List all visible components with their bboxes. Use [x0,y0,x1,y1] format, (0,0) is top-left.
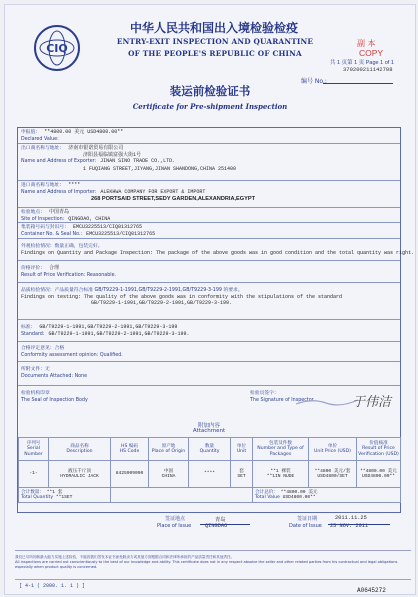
inspector-signature [350,392,398,410]
place-underline [200,524,250,525]
package-findings-en: Findings on Quantity and Package Inspection: The package of the above goods was in good condition and the total quantity was right. [21,250,415,257]
cell-description: 液压千斤顶 HYDRAULIC JACK [49,461,111,488]
total-quantity-label-en: Total Quantity [21,495,54,500]
price-section [18,260,400,282]
package-findings-cn: 外观检验情况：数量正确，包装完好。 [21,244,103,249]
date-underline [328,524,390,525]
declared-value-section [18,128,400,143]
standard-value-1: GB/T9229-1-1991,GB/T9229-2-1991,GB/T9229-3-199 [39,324,178,330]
total-quantity-cell [19,488,111,503]
total-empty-cell [111,488,253,503]
importer-address: 268 PORTSAID STREET,SEDY GARDEN,ALEXANDRIA,EGYPT [91,196,256,203]
col-description: 商品名称 Description [49,438,111,461]
container-value-2: EMCU3225513/CIQ01312765 [86,231,156,238]
importer-name: ALEKHWA COMPANY FOR EXPORT & IMPORT [100,189,206,196]
col-packages: 包装及件数 Number and Type of Packages [253,438,309,461]
certificate-title-en: Certificate for Pre-shipment Inspection [132,102,288,111]
cell-unit-price: **4800 美元/套 USD4800/SET [309,461,357,488]
copy-stamp-cn: 副 本 [357,39,376,48]
total-value-2: USD4800.00** [282,495,316,500]
cell-serial: -1- [19,461,49,488]
quality-section [18,282,400,319]
total-value-label-cn: 合计总价： [255,489,278,495]
place-of-issue: QINGDAO [205,523,228,529]
seal-label-en: The Seal of Inspection Body [21,398,88,403]
col-unit-price: 单价 Unit Price (USD) [309,438,357,461]
authority-name-en-2: OF THE PEOPLE'S REPUBLIC OF CHINA [128,49,302,58]
container-value-1: EMCU3225513/CIQ01312765 [72,224,142,230]
certificate-serial-number: A0645272 [357,587,386,594]
table-header-row [19,438,401,461]
price-label-cn: 价格评价： [21,266,45,271]
declared-value-label-en: Declared Value: [21,137,59,143]
standard-value-2: GB/T9229-1-1991,GB/T9229-2-1991,GB/T9229-3-199. [48,331,190,338]
liability-notice [15,555,411,570]
date-of-issue-2: 25 NOV. 2011 [330,523,369,529]
exporter-label-en: Name and Address of Exporter: [21,159,97,165]
attachment-title-en: Attachment [192,428,226,434]
liability-notice-en: All inspections are carried out conscientiously to the best of our knowledge and ability. This certificate does not in any respect absolve the seller and other related parties from his contractual and legal obligations especially when product quality is concerned. [15,560,398,569]
exporter-name-cn: 济南市银诺贸易有限公司 [68,145,124,151]
inspector-signature-label-cn: 检验员签字： [250,391,279,396]
col-hs-code: HS 编码 HS Code [111,438,149,461]
container-label-cn: 集装箱号码与封识号： [21,225,69,230]
ciq-logo [34,25,80,71]
attachment-title-cn: 附加内容 [197,423,220,429]
logo-text: CIQ [46,42,68,55]
total-value-label-en: Total Value [255,495,280,500]
seal-label-cn: 检验机构印章 [21,391,50,396]
total-quantity-value-2: **1SET [55,495,73,500]
cell-unit: 套 SET [231,461,253,488]
exporter-section [18,143,400,180]
standard-section [18,319,400,341]
quality-findings-cn: 品质检验情况：产品质量符合标准 GB/T9229-1-1991,GB/T9229-2-1991,GB/T9229-3-199 的要求。 [21,288,243,293]
documents-en: Documents Attached: None [21,374,88,380]
container-section [18,222,400,238]
date-of-issue-label-en: Date of Issue [289,523,322,529]
exporter-address-cn: 济阳县福临镇富强大街1号 [83,152,142,159]
exporter-label-cn: 出口商名称与地址： [21,146,65,151]
date-of-issue-label-cn: 签证日期 [297,516,318,522]
site-label-cn: 检验地点： [21,210,45,215]
exporter-name: JINAN SINO TRADE CO.,LTD. [100,158,176,165]
place-of-issue-cn: 青岛 [215,517,226,523]
serial-number-label: 编号 No.: [301,78,327,85]
table-total-row [19,488,401,503]
document-number: 370200211142708 [343,66,393,73]
package-findings-section [18,238,415,260]
attachment-table [18,437,401,503]
inspector-signature-label-en: The Signature of Inspector [250,398,314,403]
col-quantity: 数量 Quantity [189,438,231,461]
code-divider [15,579,411,580]
site-value-cn: 中国青岛 [49,209,70,215]
place-of-issue-label-cn: 签证地点 [165,516,186,522]
total-quantity-value-1: **1 套 [46,489,63,495]
documents-section [18,361,400,385]
place-of-issue-label-en: Place of Issue [157,523,192,529]
total-quantity-label-cn: 合计数量： [21,489,44,495]
form-code: [ 4-1 ( 2000. 1. 1 ) ] [19,583,86,589]
importer-label-cn: 进口商名称与地址： [21,183,65,188]
cell-hs-code: 8425909090 [111,461,149,488]
conformity-en: Conformity assessment opinion: Qualified. [21,353,123,359]
col-verified-value: 价值核准 Result of Price Verification (USD) [357,438,401,461]
total-value-1: **4800.00 美元 [280,489,318,495]
price-value-cn: 合理 [49,265,60,271]
col-serial: 序列号 Serial Number [19,438,49,461]
cell-quantity: **** [189,461,231,488]
table-row [19,461,401,488]
total-value-cell [253,488,401,503]
documents-cn: 所附文件：无 [21,367,50,372]
declared-value: **4800.00 美元 USD4800.00** [44,129,124,135]
certificate-form [17,127,415,513]
col-unit: 单位 Unit [231,438,253,461]
cell-verified-value: **4800.00 美元 USD4800.00** [357,461,401,488]
standard-label-cn: 标准： [21,325,36,330]
certificate-page [4,4,416,595]
authority-name-en-1: ENTRY-EXIT INSPECTION AND QUARANTINE [116,37,314,46]
site-section [18,207,400,222]
importer-name-cn: **** [68,182,81,188]
notice-divider [15,550,411,551]
site-label-en: Site of Inspection: [21,217,65,223]
price-result-en: Result of Price Verification: Reasonable. [21,273,117,279]
conformity-cn: 合格评定意见：合格 [21,346,65,351]
exporter-address: 1 FUQIANG STREET,JIYANG,JINAN SHANDONG,CHINA 251400 [83,165,237,172]
copy-stamp-en: COPY [359,48,384,58]
certificate-title-cn: 装运前检验证书 [169,84,251,98]
date-of-issue-1: 2011.11.25 [335,515,367,521]
liability-notice-cn: 我们已尽所知和最大能力实施上述检验，不能因我们签发本证书而免除卖方或其他方面根据合同和法律所承担的产品质量责任和其他责任。 [15,555,235,559]
cell-packages: **1 裸装 **1IN NUDE [253,461,309,488]
site-value: QINGDAO, CHINA [68,216,111,223]
inspector-signature-text: 于伟洁 [352,395,392,410]
importer-section [18,180,400,207]
col-origin: 原产地 Place of Origin [149,438,189,461]
quality-findings-en: Findings on testing: The quality of the above goods was in conformity with the stipulations of the standard [21,294,343,301]
importer-label-en: Name and Address of Importer: [21,190,97,196]
declared-value-label-cn: 申报值： [21,130,41,135]
container-label-en: Container No. & Seal No.: [21,232,83,238]
cell-origin: 中国 CHINA [149,461,189,488]
page-count: 共 1 页第 1 页 Page 1 of 1 [330,60,394,66]
conformity-section [18,341,400,361]
ciq-emblem-icon [37,28,77,68]
quality-standard-ref: GB/T9229-1-1991,GB/T9229-2-1991,GB/T9229-3-199. [91,300,233,307]
authority-name-cn: 中华人民共和国出入境检验检疫 [129,21,298,35]
standard-label-en: Standard: [21,332,45,338]
